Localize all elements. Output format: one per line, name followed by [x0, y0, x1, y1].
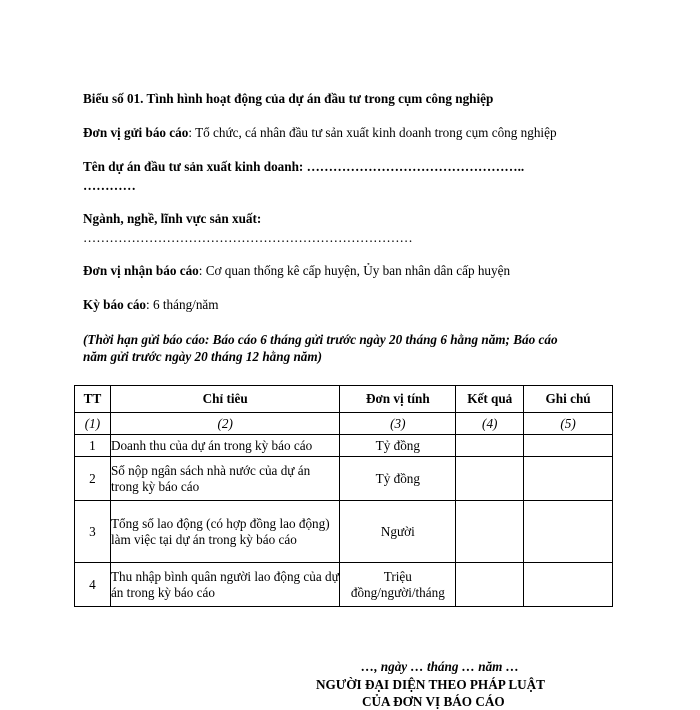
table-row [75, 563, 613, 607]
col-header-tt: TT [75, 386, 111, 413]
receiver-line [83, 263, 510, 279]
row-note[interactable] [524, 457, 613, 501]
table-row [75, 457, 613, 501]
col-index-1: (1) [75, 413, 111, 435]
deadline-note-line2: năm gửi trước ngày 20 tháng 12 hằng năm) [83, 349, 323, 364]
row-note[interactable] [524, 563, 613, 607]
row-unit: Tỷ đồng [340, 435, 456, 457]
sender-value: : Tổ chức, cá nhân đầu tư sản xuất kinh doanh trong cụm công nghiệp [188, 125, 557, 140]
period-value: : 6 tháng/năm [146, 297, 219, 312]
report-table [74, 385, 613, 607]
row-unit: Triệu đồng/người/tháng [340, 563, 456, 607]
col-index-5: (5) [524, 413, 613, 435]
row-tt: 4 [75, 563, 111, 607]
period-label: Kỳ báo cáo [83, 297, 147, 312]
col-index-3: (3) [340, 413, 456, 435]
row-note[interactable] [524, 501, 613, 563]
row-indicator: Tổng số lao động (có hợp đồng lao động) làm việc tại dự án trong kỳ báo cáo [110, 501, 339, 563]
signature-date: …, ngày … tháng … năm … [361, 659, 519, 674]
col-header-unit: Đơn vị tính [340, 386, 456, 413]
industry-line: Ngành, nghề, lĩnh vực sản xuất: [83, 211, 262, 226]
sender-label: Đơn vị gửi báo cáo [83, 125, 189, 140]
receiver-label: Đơn vị nhận báo cáo [83, 263, 199, 278]
sender-line [83, 125, 557, 141]
row-indicator: Số nộp ngân sách nhà nước của dự án trong kỳ báo cáo [110, 457, 339, 501]
table-row [75, 435, 613, 457]
period-line [83, 297, 219, 313]
table-header-row [75, 386, 613, 413]
signature-title-line2: CỦA ĐƠN VỊ BÁO CÁO [362, 694, 505, 709]
project-name-dots: ………… [83, 178, 136, 193]
project-name-line: Tên dự án đầu tư sản xuất kinh doanh: ………………………………………….. [83, 159, 525, 174]
industry-dots: ………………………………………………………………… [83, 230, 413, 245]
col-index-4: (4) [456, 413, 524, 435]
row-indicator: Doanh thu của dự án trong kỳ báo cáo [110, 435, 339, 457]
col-header-indicator: Chỉ tiêu [110, 386, 339, 413]
row-result[interactable] [456, 435, 524, 457]
row-tt: 3 [75, 501, 111, 563]
table-row [75, 501, 613, 563]
receiver-value: : Cơ quan thống kê cấp huyện, Ủy ban nhân dân cấp huyện [198, 263, 511, 278]
row-tt: 2 [75, 457, 111, 501]
signature-title-line1: NGƯỜI ĐẠI DIỆN THEO PHÁP LUẬT [316, 677, 545, 692]
col-header-note: Ghi chú [524, 386, 613, 413]
row-note[interactable] [524, 435, 613, 457]
row-result[interactable] [456, 457, 524, 501]
row-unit: Người [340, 501, 456, 563]
table-index-row [75, 413, 613, 435]
col-index-2: (2) [110, 413, 339, 435]
row-result[interactable] [456, 563, 524, 607]
row-tt: 1 [75, 435, 111, 457]
row-result[interactable] [456, 501, 524, 563]
row-unit: Tỷ đồng [340, 457, 456, 501]
form-title: Biểu số 01. Tình hình hoạt động của dự án đầu tư trong cụm công nghiệp [83, 91, 494, 106]
col-header-result: Kết quả [456, 386, 524, 413]
deadline-note-line1: (Thời hạn gửi báo cáo: Báo cáo 6 tháng gửi trước ngày 20 tháng 6 hằng năm; Báo cáo [83, 332, 558, 347]
row-indicator: Thu nhập bình quân người lao động của dự án trong kỳ báo cáo [110, 563, 339, 607]
